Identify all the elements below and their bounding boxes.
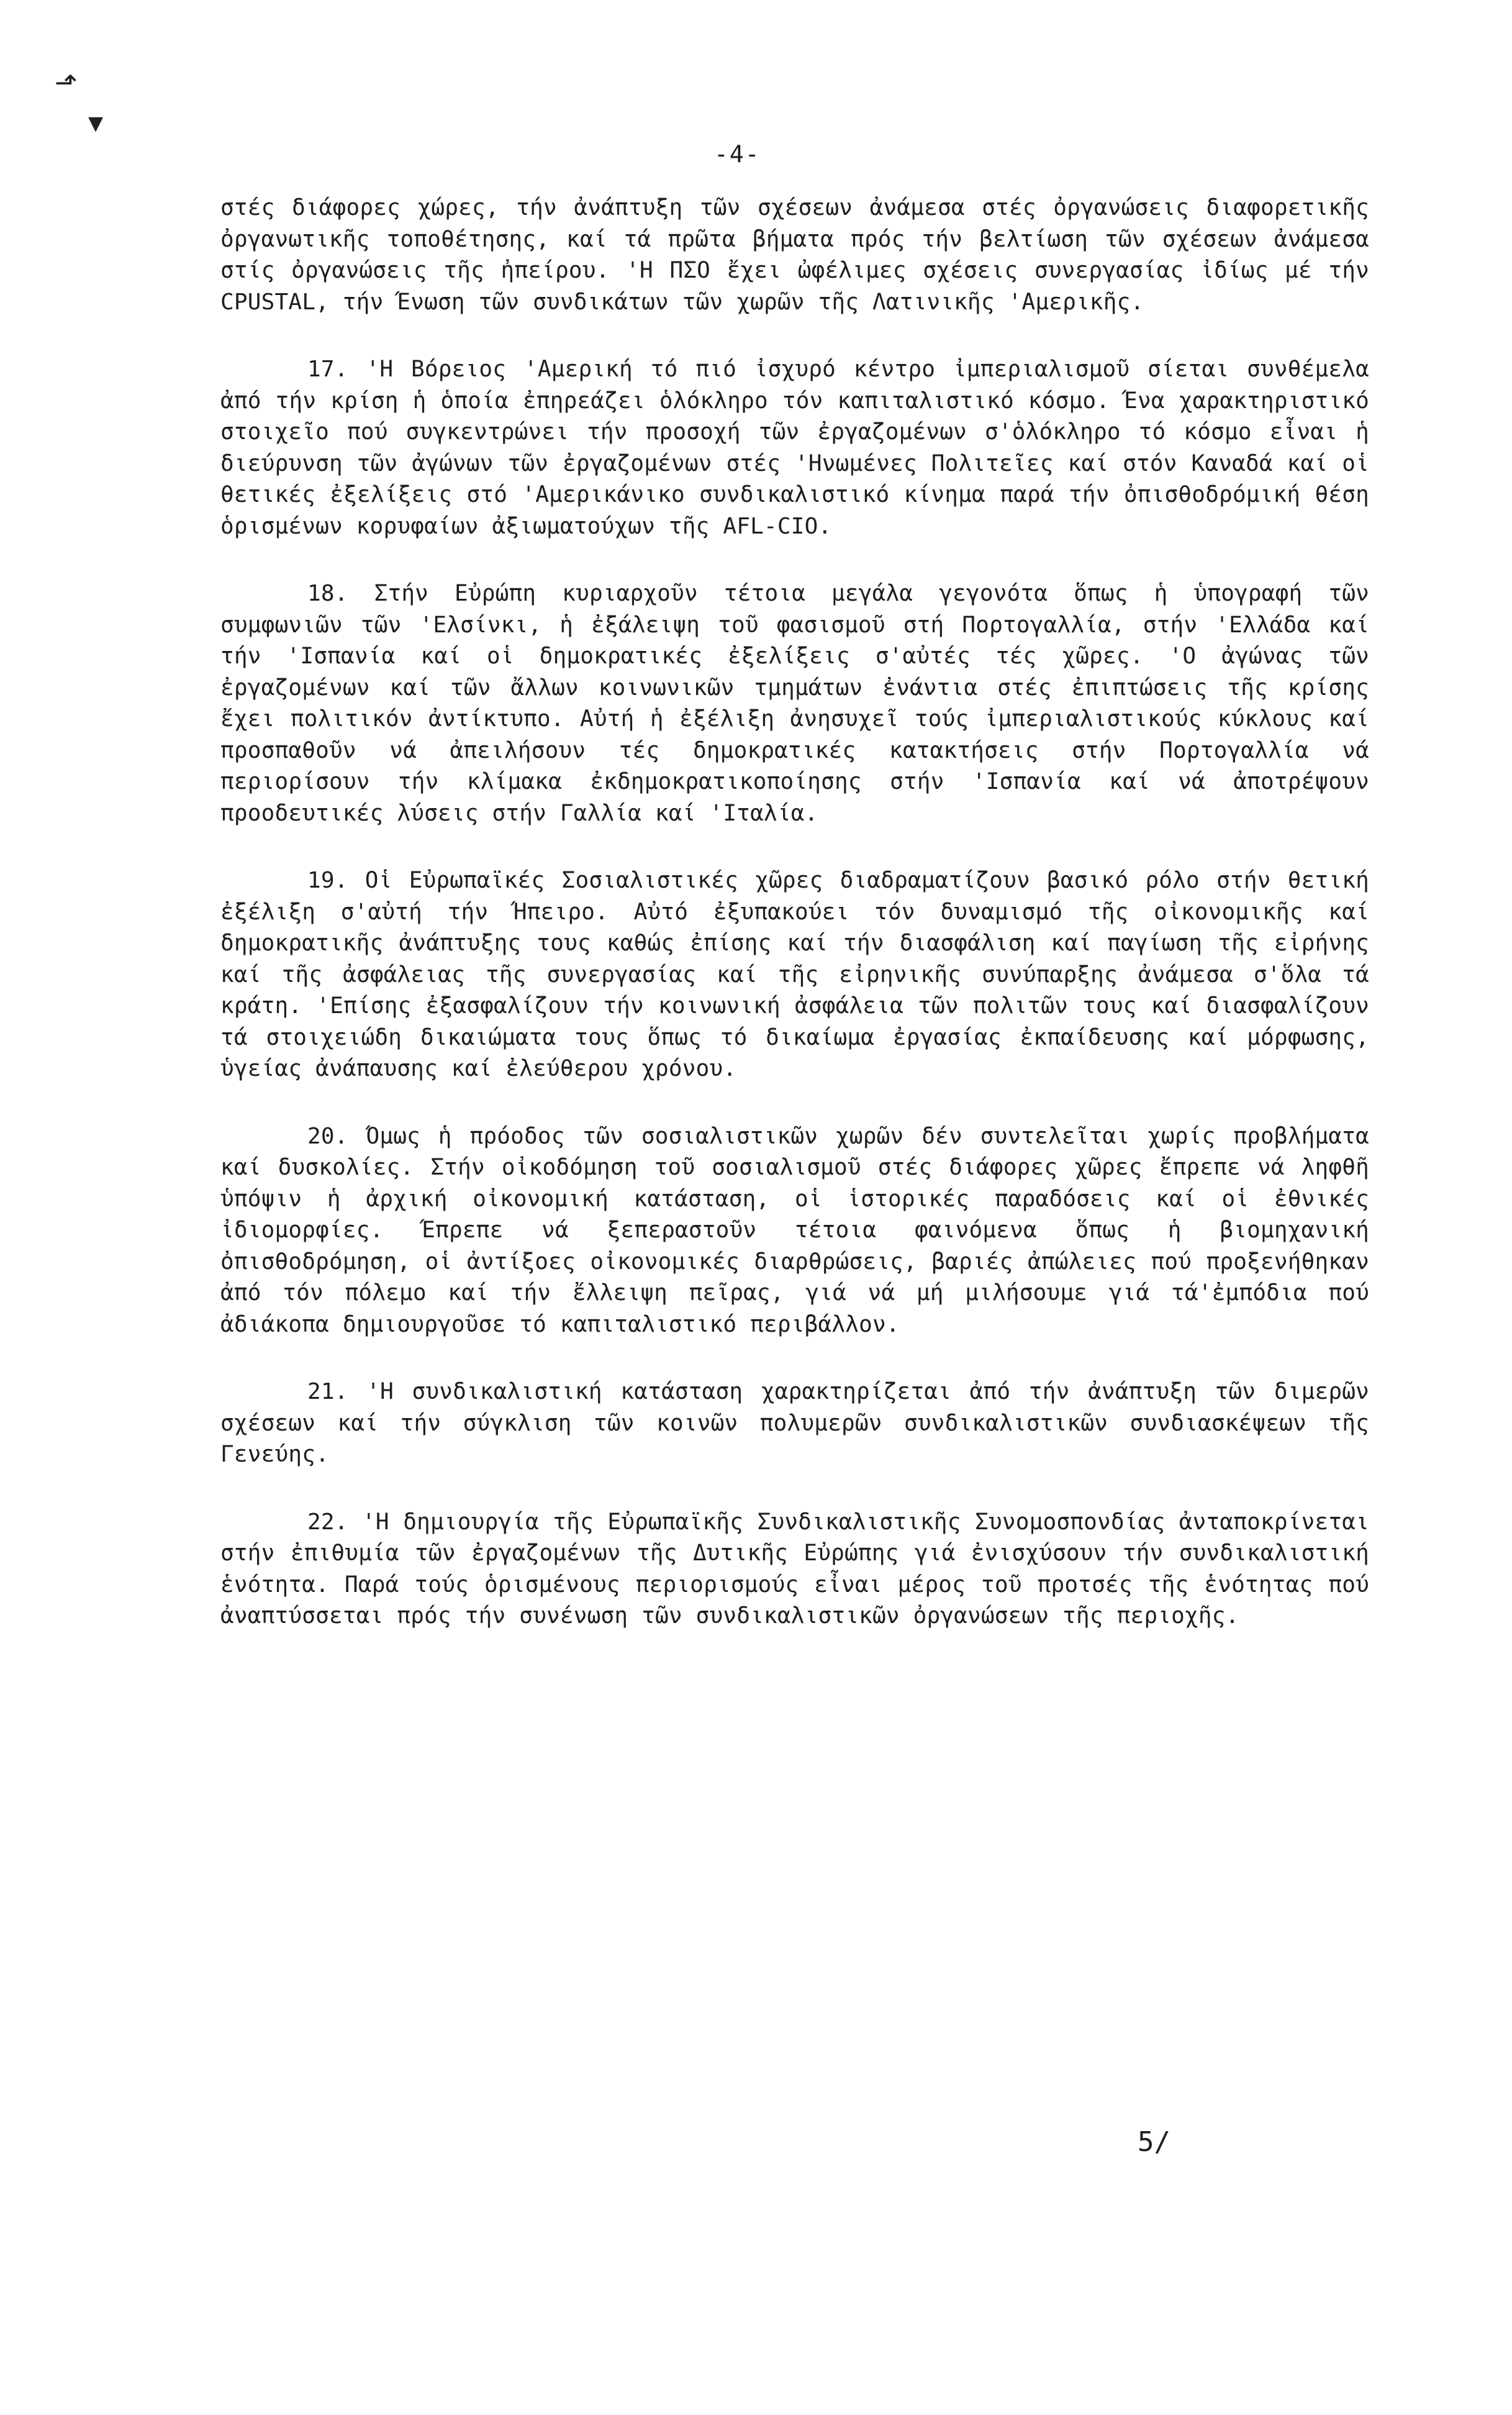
page-number: -4- — [714, 140, 761, 168]
paragraph-19: 19. Οἱ Εὐρωπαϊκές Σοσιαλιστικές χῶρες διαδραματίζουν βασικό ρόλο στήν θετική ἐξέλιξη σ'αὐτή τήν Ήπειρο. Αὐτό ἐξυπακούει τόν δυναμισμό τῆς οἰκονομικῆς καί δημοκρατικῆς ἀνάπτυξης τους καθώς ἐπίσης καί τήν διασφάλιση καί παγίωση τῆς εἰρήνης καί τῆς ἀσφάλειας τῆς συνεργασίας καί τῆς εἰρηνικῆς συνύπαρξης ἀνάμεσα σ'ὅλα τά κράτη. 'Επίσης ἐξασφαλίζουν τήν κοινωνική ἀσφάλεια τῶν πολιτῶν τους καί διασφαλίζουν τά στοιχειώδη δικαιώματα τους ὅπως τό δικαίωμα ἐργασίας ἐκπαίδευσης καί μόρφωσης, ὑγείας ἀνάπαυσης καί ἐλεύθερου χρόνου. — [220, 868, 1383, 1081]
paragraph-18: 18. Στήν Εὐρώπη κυριαρχοῦν τέτοια μεγάλα γεγονότα ὅπως ἡ ὑπογραφή τῶν συμφωνιῶν τῶν 'Ελσίνκι, ἡ ἐξάλειψη τοῦ φασισμοῦ στή Πορτογαλλία, στήν 'Ελλάδα καί τήν 'Ισπανία καί οἱ δημοκρατικές ἐξελίξεις σ'αὐτές τές χῶρες. 'Ο ἀγώνας τῶν ἐργαζομένων καί τῶν ἄλλων κοινωνικῶν τμημάτων ἐνάντια στές ἐπιπτώσεις τῆς κρίσης ἔχει πολιτικόν ἀντίκτυπο. Αὐτή ἡ ἐξέλιξη ἀνησυχεῖ τούς ἰμπεριαλιστικούς κύκλους καί προσπαθοῦν νά ἀπειλήσουν τές δημοκρατικές κατακτήσεις στήν Πορτογαλλία νά περιορίσουν τήν κλίμακα ἐκδημοκρατικοποίησης στήν 'Ισπανία καί νά ἀποτρέψουν προοδευτικές λύσεις στήν Γαλλία καί 'Ιταλία. — [220, 581, 1383, 826]
paragraph-continuation: στές διάφορες χώρες, τήν ἀνάπτυξη τῶν σχέσεων ἀνάμεσα στές ὀργανώσεις διαφορετικῆς ὀργανωτικῆς τοποθέτησης, καί τά πρῶτα βήματα πρός τήν βελτίωση τῶν σχέσεων ἀνάμεσα στίς ὀργανώσεις τῆς ἠπείρου. 'Η ΠΣΟ ἔχει ὠφέλιμες σχέσεις συνεργασίας ἰδίως μέ τήν CPUSTAL, τήν Ένωση τῶν συνδικάτων τῶν χωρῶν τῆς Λατινικῆς 'Αμερικῆς. — [220, 195, 1383, 315]
paragraph-22: 22. 'Η δημιουργία τῆς Εὐρωπαϊκῆς Συνδικαλιστικῆς Συνομοσπονδίας ἀνταποκρίνεται στήν ἐπιθυμία τῶν ἐργαζομένων τῆς Δυτικῆς Εὐρώπης γιά ἐνισχύσουν τήν συνδικαλιστική ἑνότητα. Παρά τούς ὁρισμένους περιορισμούς εἶναι μέρος τοῦ προτσές τῆς ἑνότητας πού ἀναπτύσσεται πρός τήν συνένωση τῶν συνδικαλιστικῶν ὀργανώσεων τῆς περιοχῆς. — [220, 1509, 1383, 1629]
body-text — [220, 193, 1383, 1632]
margin-tick-mark: ⬏ — [55, 67, 78, 99]
paragraph-20: 20. Όμως ἡ πρόοδος τῶν σοσιαλιστικῶν χωρῶν δέν συντελεῖται χωρίς προβλήματα καί δυσκολίες. Στήν οἰκοδόμηση τοῦ σοσιαλισμοῦ στές διάφορες χῶρες ἔπρεπε νά ληφθῆ ὑπόψιν ἡ ἀρχική οἰκονομική κατάσταση, οἱ ἱστορικές παραδόσεις καί οἱ ἐθνικές ἰδιομορφίες. Έπρεπε νά ξεπεραστοῦν τέτοια φαινόμενα ὅπως ἡ βιομηχανική ὀπισθοδρόμηση, οἱ ἀντίξοες οἰκονομικές διαρθρώσεις, βαριές ἀπώλειες πού προξενήθηκαν ἀπό τόν πόλεμο καί τήν ἔλλειψη πεῖρας, γιά νά μή μιλήσουμε γιά τά'ἐμπόδια πού ἀδιάκοπα δημιουργοῦσε τό καπιταλιστικό περιβάλλον. — [220, 1123, 1383, 1337]
next-page-reference: 5/ — [1138, 2126, 1170, 2158]
paragraph-21: 21. 'Η συνδικαλιστική κατάσταση χαρακτηρίζεται ἀπό τήν ἀνάπτυξη τῶν διμερῶν σχέσεων καί τήν σύγκλιση τῶν κοινῶν πολυμερῶν συνδικαλιστικῶν συνδιασκέψεων τῆς Γενεύης. — [220, 1379, 1383, 1467]
margin-arrow-mark: ▼ — [88, 109, 104, 137]
paragraph-17: 17. 'Η Βόρειος 'Αμερική τό πιό ἰσχυρό κέντρο ἰμπεριαλισμοῦ σίεται συνθέμελα ἀπό τήν κρίση ἡ ὁποία ἐπηρεάζει ὁλόκληρο τόν καπιταλιστικό κόσμο. Ένα χαρακτηριστικό στοιχεῖο πού συγκεντρώνει τήν προσοχή τῶν ἐργαζομένων σ'ὁλόκληρο τό κόσμο εἶναι ἡ διεύρυνση τῶν ἀγώνων τῶν ἐργαζομένων στές 'Ηνωμένες Πολιτεῖες καί στόν Καναδά καί οἱ θετικές ἐξελίξεις στό 'Αμερικάνικο συνδικαλιστικό κίνημα παρά τήν ὀπισθοδρόμική θέση ὁρισμένων κορυφαίων ἀξιωματούχων τῆς AFL-CIO. — [220, 357, 1383, 539]
